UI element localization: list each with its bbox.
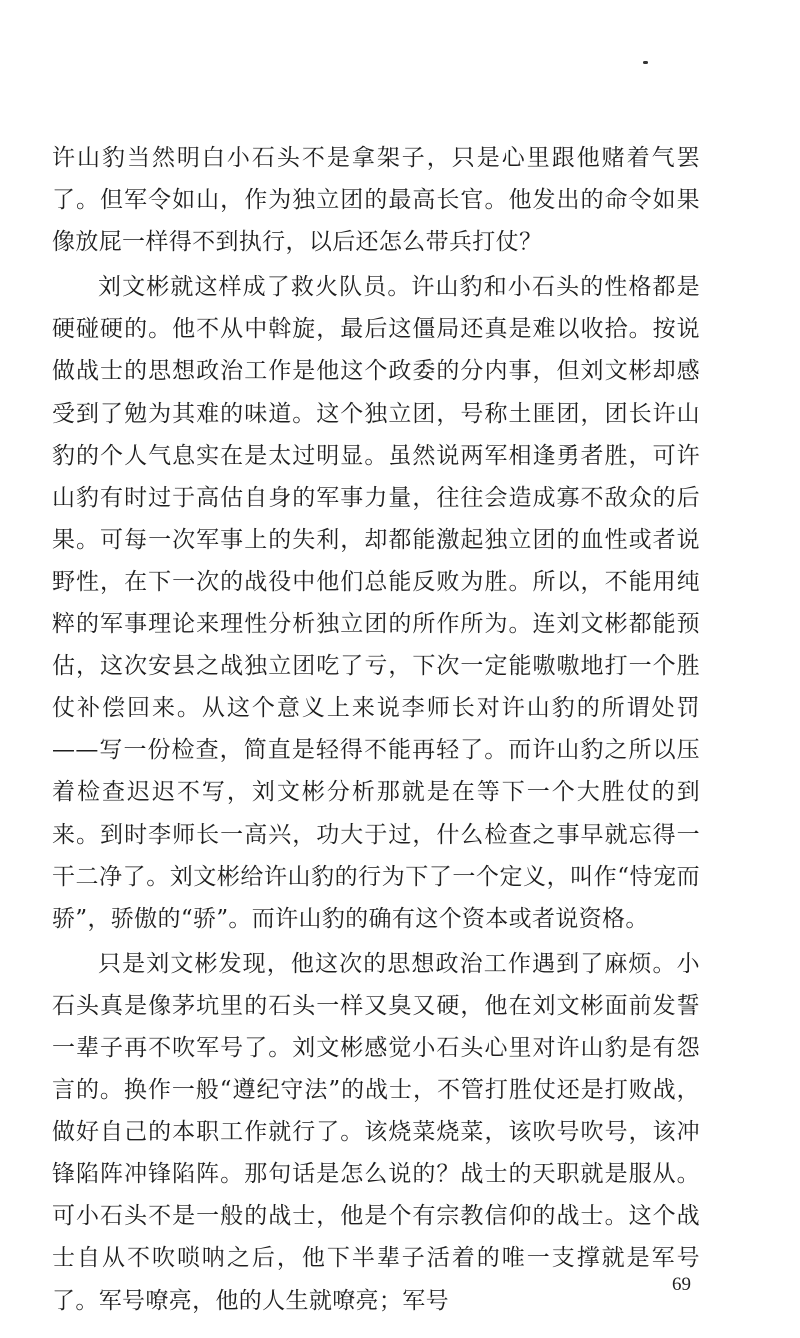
page-number: 69 xyxy=(672,1274,691,1295)
paragraph-1: 许山豹当然明白小石头不是拿架子，只是心里跟他赌着气罢了。但军令如山，作为独立团的最高长官。他发出的命令如果像放屁一样得不到执行，以后还怎么带兵打仗？ xyxy=(52,145,700,256)
body-text xyxy=(52,137,700,1325)
paragraph-2: 刘文彬就这样成了救火队员。许山豹和小石头的性格都是硬碰硬的。他不从中斡旋，最后这僵局还真是难以收拾。按说做战士的思想政治工作是他这个政委的分内事，但刘文彬却感受到了勉为其难的味道。这个独立团，号称土匪团，团长许山豹的个人气息实在是太过明显。虽然说两军相逢勇者胜，可许山豹有时过于高估自身的军事力量，往往会造成寡不敌众的后果。可每一次军事上的失利，却都能激起独立团的血性或者说野性，在下一次的战役中他们总能反败为胜。所以，不能用纯粹的军事理论来理性分析独立团的所作所为。连刘文彬都能预估，这次安县之战独立团吃了亏，下次一定能嗷嗷地打一个胜仗补偿回来。从这个意义上来说李师长对许山豹的所谓处罚——写一份检查，简直是轻得不能再轻了。而许山豹之所以压着检查迟迟不写，刘文彬分析那就是在等下一个大胜仗的到来。到时李师长一高兴，功大于过，什么检查之事早就忘得一干二净了。刘文彬给许山豹的行为下了一个定义，叫作“恃宠而骄”，骄傲的“骄”。而许山豹的确有这个资本或者说资格。 xyxy=(52,274,700,932)
paragraph-3: 只是刘文彬发现，他这次的思想政治工作遇到了麻烦。小石头真是像茅坑里的石头一样又臭又硬，他在刘文彬面前发誓一辈子再不吹军号了。刘文彬感觉小石头心里对许山豹是有怨言的。换作一般“遵纪守法”的战士，不管打胜仗还是打败战，做好自己的本职工作就行了。该烧菜烧菜，该吹号吹号，该冲锋陷阵冲锋陷阵。那句话是怎么说的？战士的天职就是服从。可小石头不是一般的战士，他是个有宗教信仰的战士。这个战士自从不吹唢呐之后，他下半辈子活着的唯一支撑就是军号了。军号嘹亮，他的人生就嘹亮；军号 xyxy=(52,950,700,1314)
scan-speck xyxy=(643,61,648,64)
